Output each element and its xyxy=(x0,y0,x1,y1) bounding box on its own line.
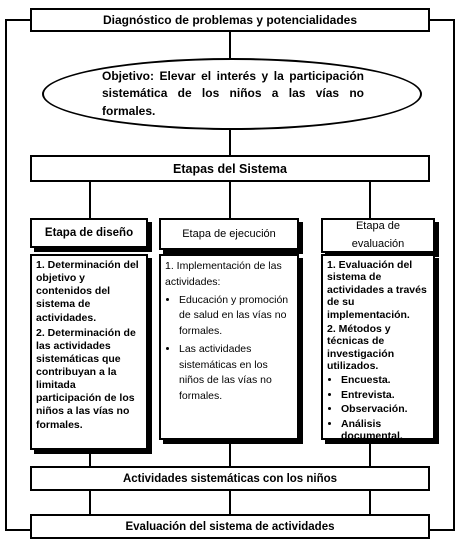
evaluation-stage-title-box xyxy=(321,218,435,253)
stages-box xyxy=(30,155,430,182)
final-evaluation-label: Evaluación del sistema de actividades xyxy=(125,520,335,533)
execution-stage-title-box xyxy=(159,218,299,250)
design-item-2: 2. Determinación de las actividades sistemáticas que contribuyan a la limitada participación de los niños a las vías no formales. xyxy=(36,326,136,431)
design-stage-title: Etapa de diseño xyxy=(44,227,134,239)
diagnostic-label: Diagnóstico de problemas y potencialidades xyxy=(102,13,358,27)
activities-label: Actividades sistemáticas con los niños xyxy=(122,472,338,485)
evaluation-stage-title: Etapa de evaluación xyxy=(351,219,405,250)
evaluation-bullet-2: • Entrevista. xyxy=(341,389,429,401)
evaluation-bullet-4: • Análisis documental. xyxy=(341,418,429,443)
stages-title: Etapas del Sistema xyxy=(173,161,287,176)
final-evaluation-box xyxy=(30,514,430,539)
execution-bullet-1: • Educación y promoción de salud en las vías no formales. xyxy=(179,293,293,340)
execution-stage-body xyxy=(159,254,299,440)
execution-stage-title: Etapa de ejecución xyxy=(182,228,276,240)
evaluation-stage-body xyxy=(321,254,435,440)
design-stage-title-box xyxy=(30,218,148,248)
diagnostic-box xyxy=(30,8,430,32)
objective-ellipse xyxy=(42,58,422,130)
evaluation-bullet-1: • Encuesta. xyxy=(341,374,429,386)
evaluation-item-2: 2. Métodos y técnicas de investigación utilizados. xyxy=(327,322,395,372)
feedback-loop-left xyxy=(6,20,30,530)
execution-intro: 1. Implementación de las actividades: xyxy=(165,260,282,288)
evaluation-bullet-list xyxy=(327,374,429,442)
design-item-1: 1. Determinación del objetivo y contenidos del sistema de actividades. xyxy=(36,259,139,324)
evaluation-bullet-3: • Observación. xyxy=(341,403,429,415)
activities-box xyxy=(30,466,430,491)
objective-text: Objetivo: Elevar el interés y la participación sistemática de los niños a las vías no formales. xyxy=(102,69,364,118)
execution-bullet-list xyxy=(165,293,293,405)
design-stage-body xyxy=(30,254,148,450)
evaluation-item-1: 1. Evaluación del sistema de actividades a través de su implementación. xyxy=(327,259,427,321)
execution-bullet-2: • Las actividades sistemáticas en los niños de las vías no formales. xyxy=(179,342,293,405)
